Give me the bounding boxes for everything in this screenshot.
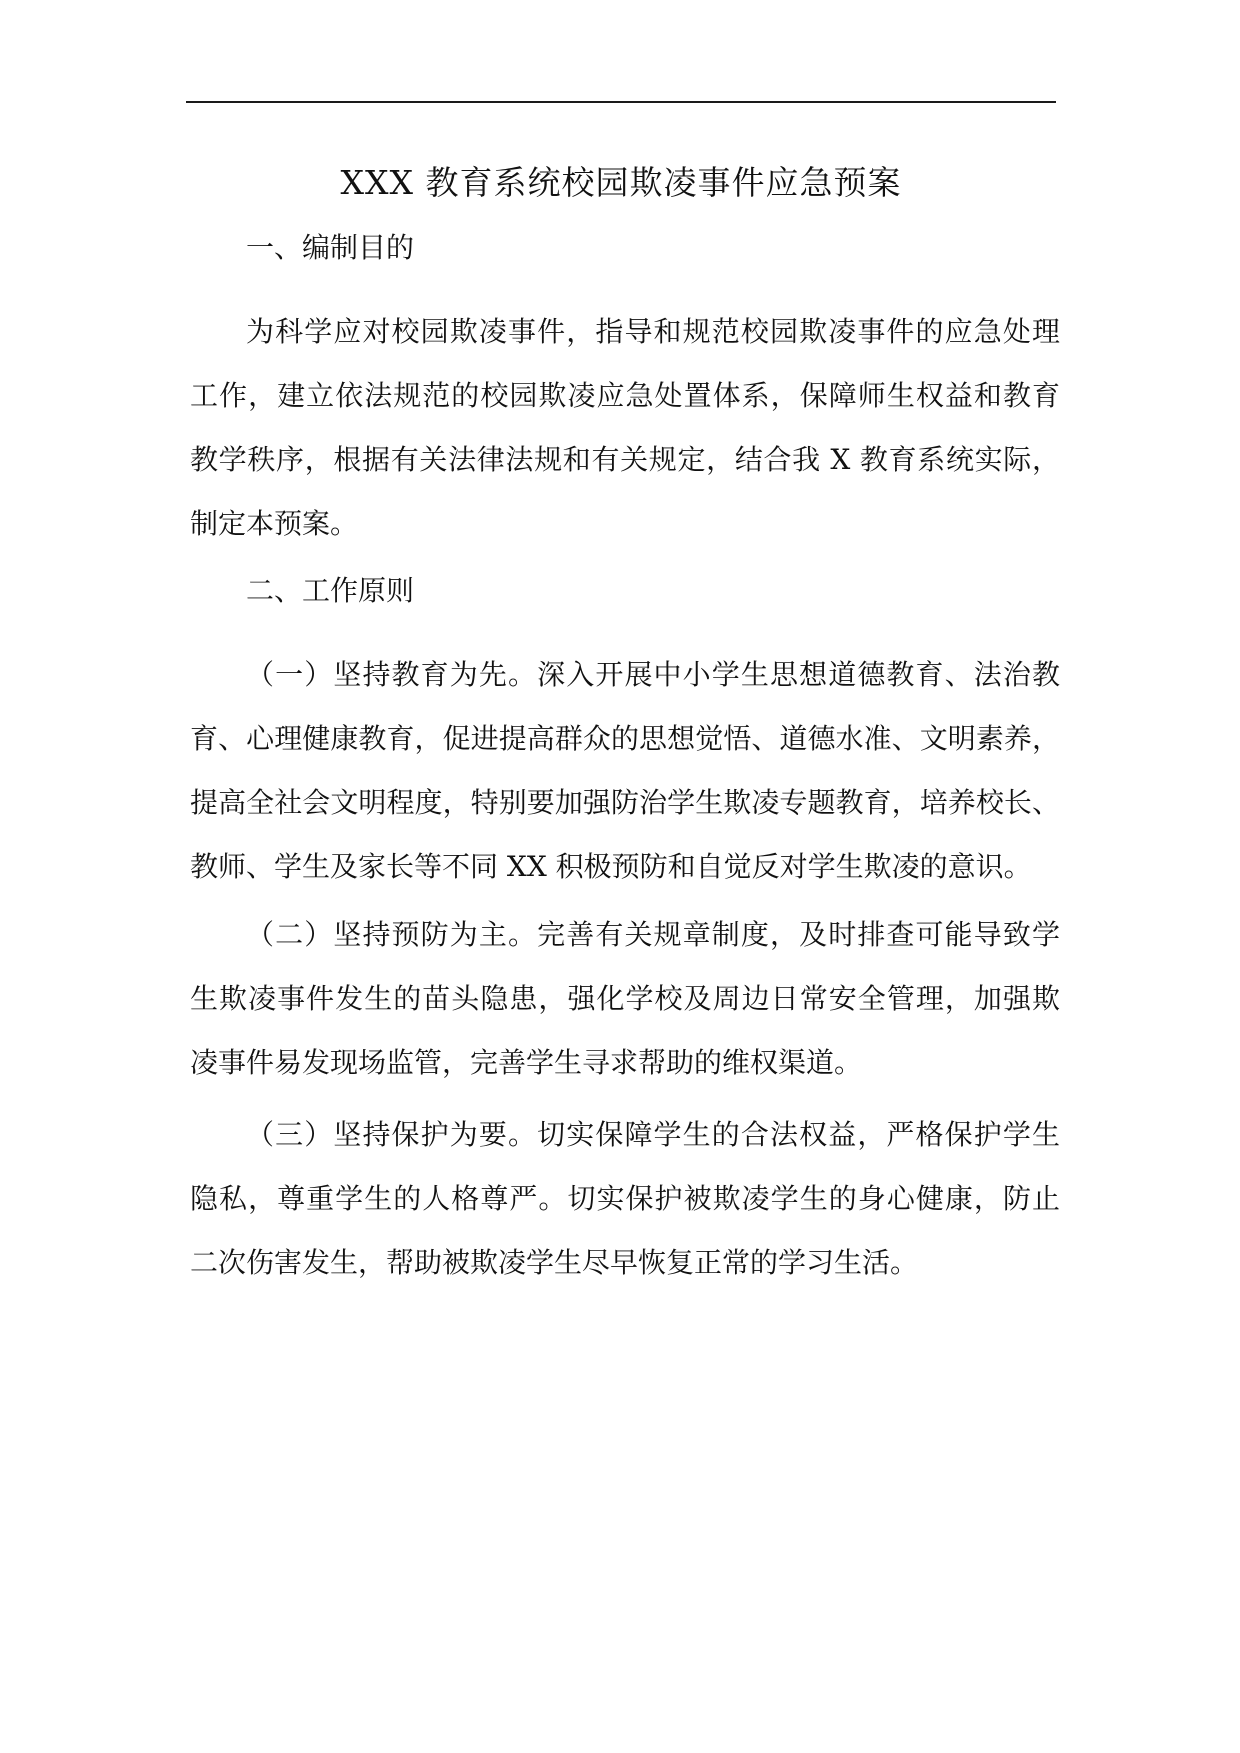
paragraph-line: （三）坚持保护为要。切实保障学生的合法权益，严格保护学生 <box>246 1118 1060 1151</box>
paragraph-line: 凌事件易发现场监管，完善学生寻求帮助的维权渠道。 <box>190 1046 863 1079</box>
paragraph-line: （二）坚持预防为主。完善有关规章制度，及时排查可能导致学 <box>246 918 1060 951</box>
paragraph-line: 隐私，尊重学生的人格尊严。切实保护被欺凌学生的身心健康，防止 <box>190 1182 1060 1215</box>
paragraph-line: 育、心理健康教育，促进提高群众的思想觉悟、道德水准、文明素养， <box>190 722 1060 755</box>
paragraph-principle-protection <box>190 1103 1060 1295</box>
paragraph-purpose <box>190 300 1060 556</box>
section-heading-principles: 二、工作原则 <box>246 574 415 607</box>
paragraph-principle-prevention <box>190 903 1060 1095</box>
paragraph-line: 制定本预案。 <box>190 507 359 540</box>
paragraph-line: 为科学应对校园欺凌事件，指导和规范校园欺凌事件的应急处理 <box>246 315 1060 348</box>
paragraph-line: 教师、学生及家长等不同 XX 积极预防和自觉反对学生欺凌的意识。 <box>190 850 1032 883</box>
document-title: XXX 教育系统校园欺凌事件应急预案 <box>340 163 902 202</box>
paragraph-principle-education <box>190 643 1060 899</box>
section-heading-purpose: 一、编制目的 <box>246 231 415 264</box>
paragraph-line: 工作，建立依法规范的校园欺凌应急处置体系，保障师生权益和教育 <box>190 379 1060 412</box>
paragraph-line: 提高全社会文明程度，特别要加强防治学生欺凌专题教育，培养校长、 <box>190 786 1060 819</box>
header-rule <box>186 101 1056 103</box>
paragraph-line: 生欺凌事件发生的苗头隐患，强化学校及周边日常安全管理，加强欺 <box>190 982 1060 1015</box>
paragraph-line: 二次伤害发生，帮助被欺凌学生尽早恢复正常的学习生活。 <box>190 1246 919 1279</box>
paragraph-line: （一）坚持教育为先。深入开展中小学生思想道德教育、法治教 <box>246 658 1060 691</box>
paragraph-line: 教学秩序，根据有关法律法规和有关规定，结合我 X 教育系统实际， <box>190 443 1060 476</box>
